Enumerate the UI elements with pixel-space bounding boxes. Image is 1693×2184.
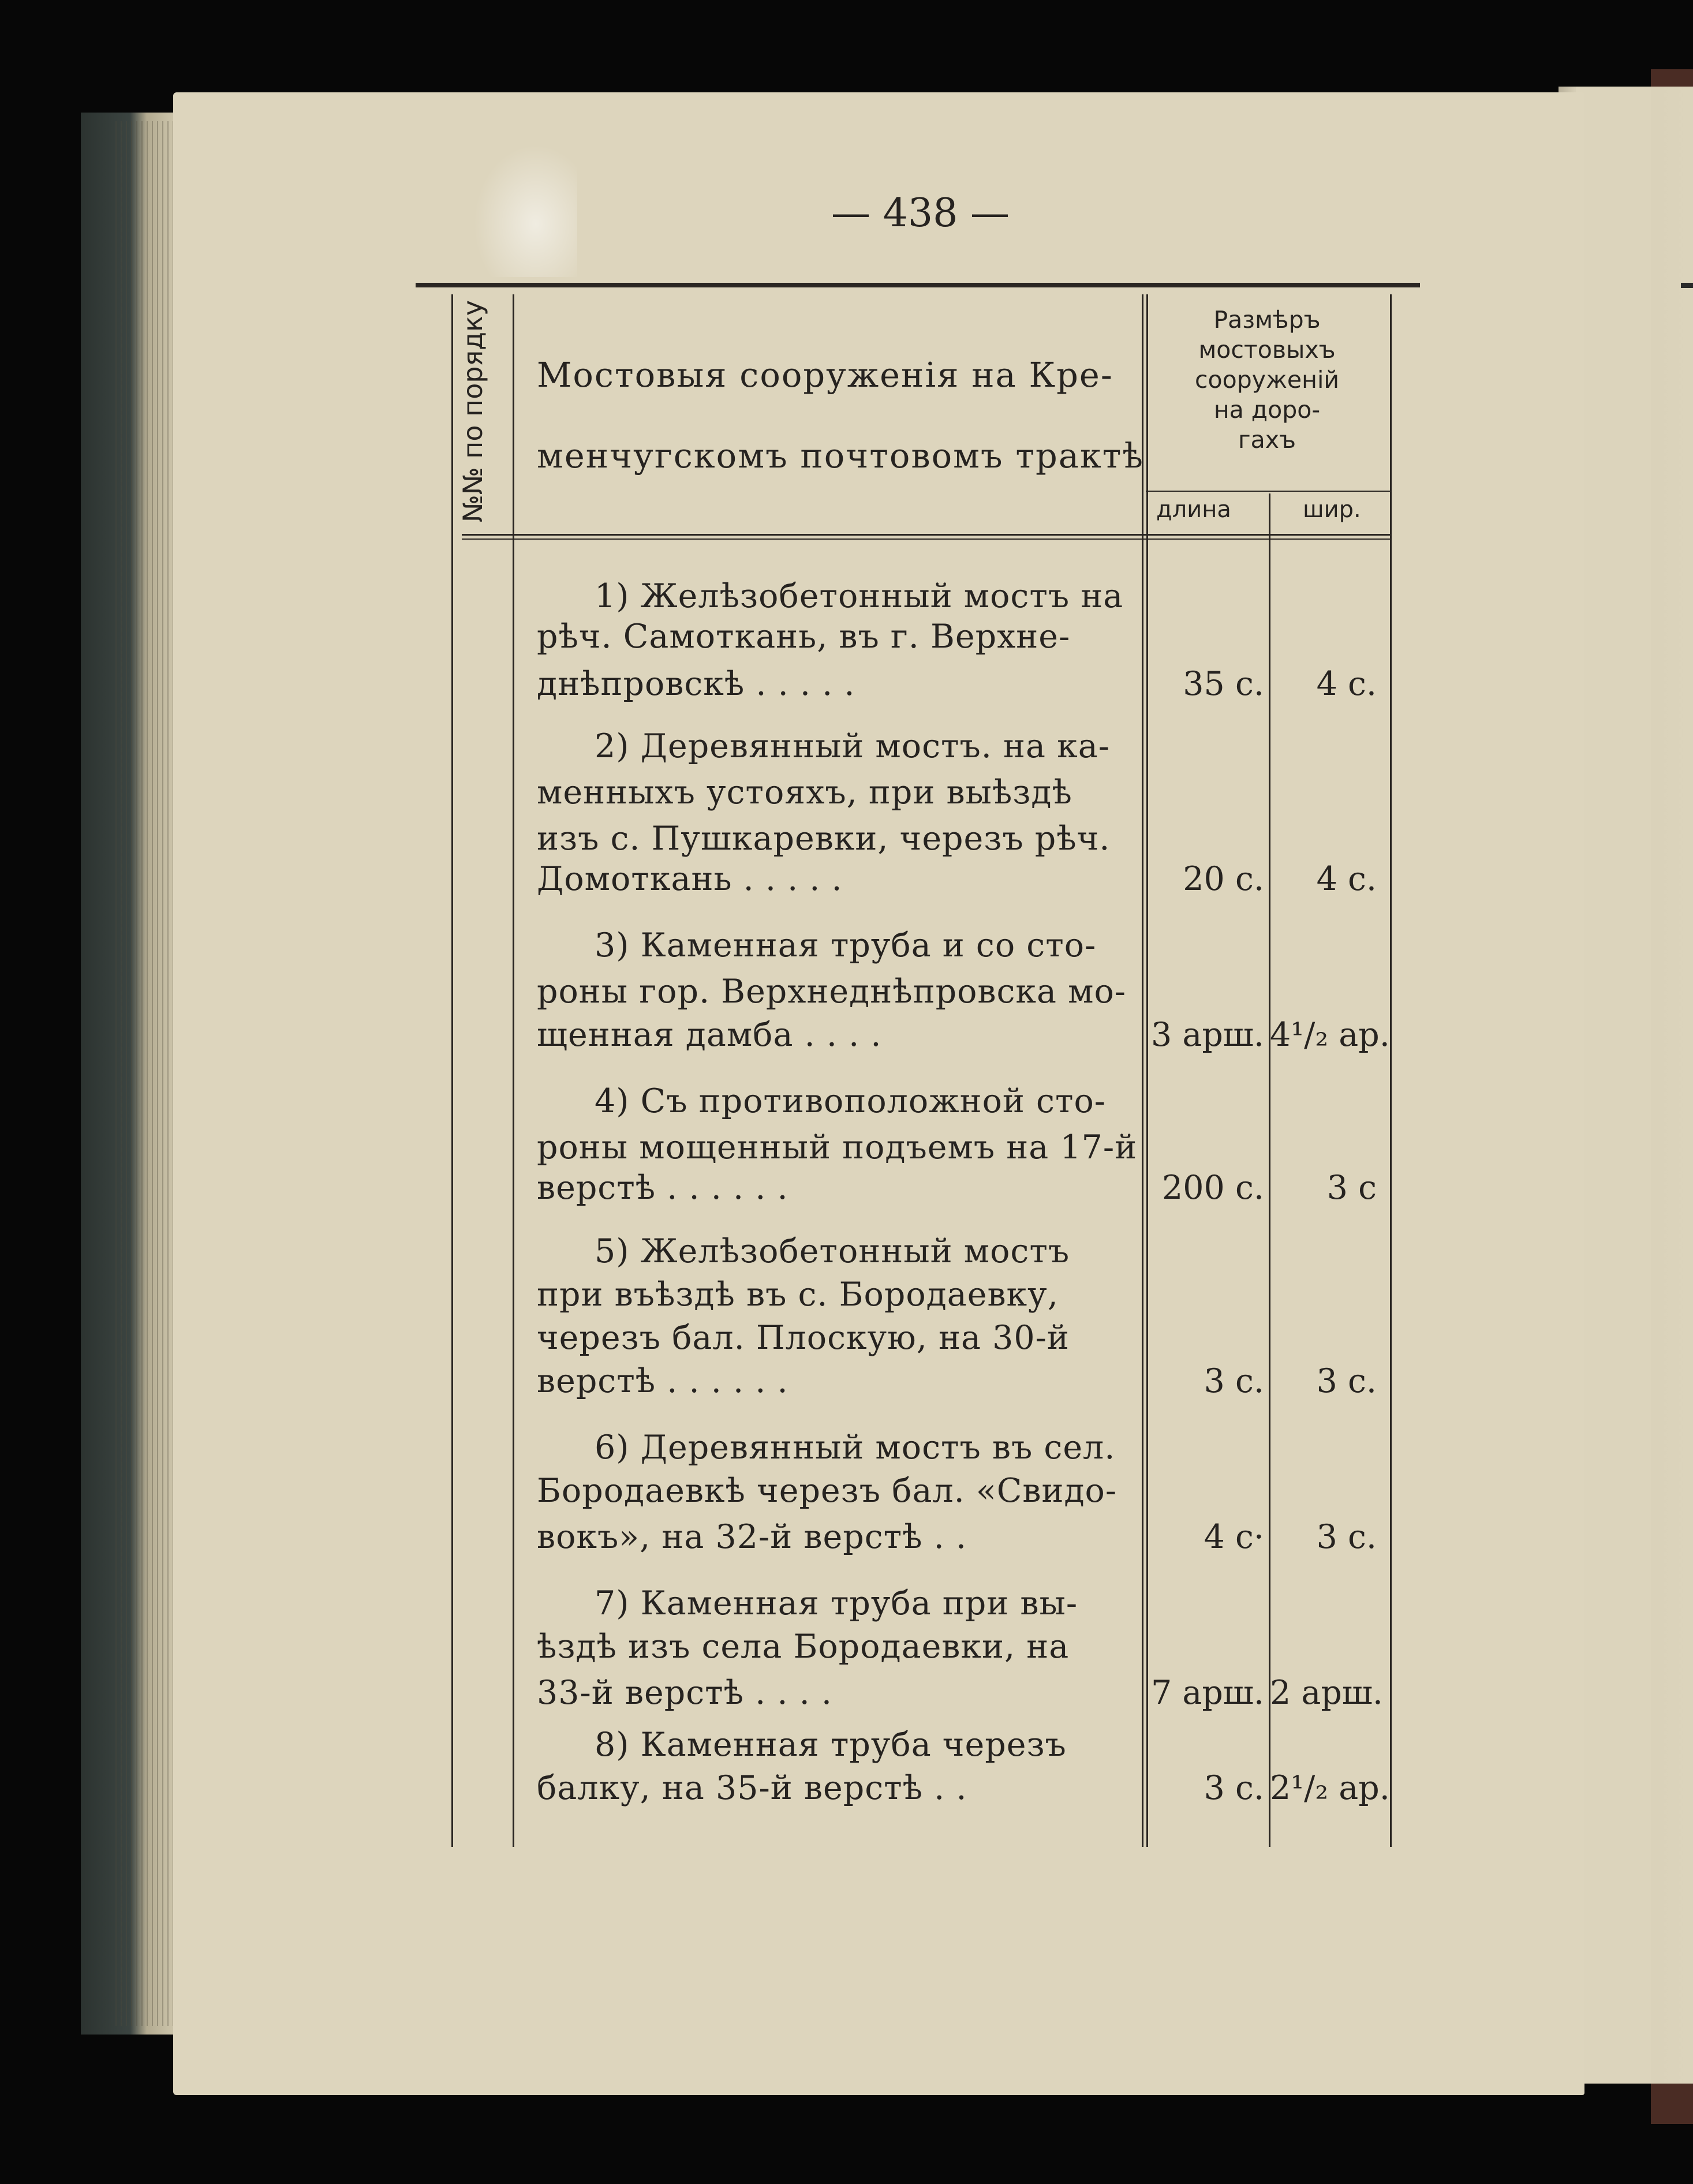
table-row-text: 4) Съ противоположной сто- xyxy=(595,1082,1107,1120)
column-header-length: длина xyxy=(1156,496,1231,523)
column-rule-desc-right-2 xyxy=(1146,294,1148,1847)
table-row-text: изъ с. Пушкаревки, черезъ рѣч. xyxy=(537,820,1111,858)
column-rule-desc-right-1 xyxy=(1142,294,1143,1847)
table-cell-length: 4 с· xyxy=(1204,1518,1264,1556)
table-row-text: балку, на 35-й верстѣ . . xyxy=(537,1769,967,1807)
table-cell-length: 200 с. xyxy=(1162,1169,1264,1207)
table-row-text: верстѣ . . . . . . xyxy=(537,1362,788,1400)
facing-page-surface xyxy=(1576,87,1651,2084)
table-cell-width: 4 с. xyxy=(1316,860,1377,898)
table-row-text: днѣпровскѣ . . . . . xyxy=(537,665,855,703)
table-cell-length: 20 с. xyxy=(1183,860,1264,898)
column-header-description-line: Мостовыя сооруженія на Кре- xyxy=(537,355,1113,395)
table-row-text: 1) Желѣзобетонный мостъ на xyxy=(595,577,1124,615)
table-cell-length: 3 с. xyxy=(1204,1769,1264,1807)
table-row-text: вокъ», на 32-й верстѣ . . xyxy=(537,1518,967,1556)
column-header-size-line: на доро- xyxy=(1213,396,1321,424)
table-cell-length: 7 арш. xyxy=(1151,1674,1264,1712)
table-row-text: 5) Желѣзобетонный мостъ xyxy=(595,1232,1070,1270)
table-row-text: роны гор. Верхнеднѣпровска мо- xyxy=(537,973,1127,1011)
table-cell-width: 2¹/₂ ар. xyxy=(1270,1769,1390,1807)
table-row-text: 7) Каменная труба при вы- xyxy=(595,1584,1078,1622)
size-subheader-rule xyxy=(1146,491,1391,492)
table-cell-length: 35 с. xyxy=(1183,665,1264,703)
table-cell-width: 3 с xyxy=(1326,1169,1377,1207)
table-cell-length: 3 арш. xyxy=(1151,1016,1264,1054)
table-row-text: 8) Каменная труба черезъ xyxy=(595,1726,1067,1764)
column-header-size-line: Размѣръ xyxy=(1213,306,1321,334)
column-rule-number-right xyxy=(513,294,514,1847)
page-number: — 438 — xyxy=(831,190,1010,236)
table-row-text: ѣздѣ изъ села Бородаевки, на xyxy=(537,1628,1070,1666)
column-header-size-line: гахъ xyxy=(1238,426,1296,454)
table-row-text: роны мощенный подъемъ на 17-й xyxy=(537,1128,1138,1166)
header-bottom-rule xyxy=(462,534,1391,536)
table-row-text: Домоткань . . . . . xyxy=(537,860,843,898)
column-header-size-line: мостовыхъ xyxy=(1198,336,1336,364)
table-row-text: 6) Деревянный мостъ въ сел. xyxy=(595,1428,1116,1467)
table-row-text: 3) Каменная труба и со сто- xyxy=(595,926,1097,964)
table-row-text: черезъ бал. Плоскую, на 30-й xyxy=(537,1319,1070,1357)
header-bottom-rule-2 xyxy=(462,538,1391,540)
table-cell-width: 4 с. xyxy=(1316,665,1377,703)
column-header-width: шир. xyxy=(1303,496,1361,523)
column-header-number: №№ по порядку xyxy=(457,300,488,522)
table-cell-length: 3 с. xyxy=(1204,1362,1264,1400)
table-cell-width: 2 арш. xyxy=(1270,1674,1383,1712)
column-header-description-line: менчугскомъ почтовомъ трактѣ xyxy=(537,436,1144,476)
column-rule-table-right xyxy=(1390,294,1392,1847)
column-rule-number-left xyxy=(451,294,453,1847)
table-row-text: 33-й верстѣ . . . . xyxy=(537,1674,832,1712)
table-top-rule xyxy=(416,283,1420,287)
table-row-text: 2) Деревянный мостъ. на ка- xyxy=(595,727,1110,765)
table-row-text: рѣч. Самоткань, въ г. Верхне- xyxy=(537,618,1071,656)
table-cell-width: 3 с. xyxy=(1316,1518,1377,1556)
column-header-size-line: сооруженій xyxy=(1194,366,1339,394)
table-row-text: верстѣ . . . . . . xyxy=(537,1169,788,1207)
table-row-text: щенная дамба . . . . xyxy=(537,1016,882,1054)
table-row-text: при въѣздѣ въ с. Бородаевку, xyxy=(537,1276,1059,1314)
table-row-text: менныхъ устояхъ, при выѣздѣ xyxy=(537,773,1072,811)
table-cell-width: 3 с. xyxy=(1316,1362,1377,1400)
table-cell-width: 4¹/₂ ар. xyxy=(1270,1016,1390,1054)
facing-page-rule xyxy=(1681,283,1693,288)
pencil-mark xyxy=(473,144,577,277)
table-row-text: Бородаевкѣ черезъ бал. «Свидо- xyxy=(537,1472,1118,1510)
